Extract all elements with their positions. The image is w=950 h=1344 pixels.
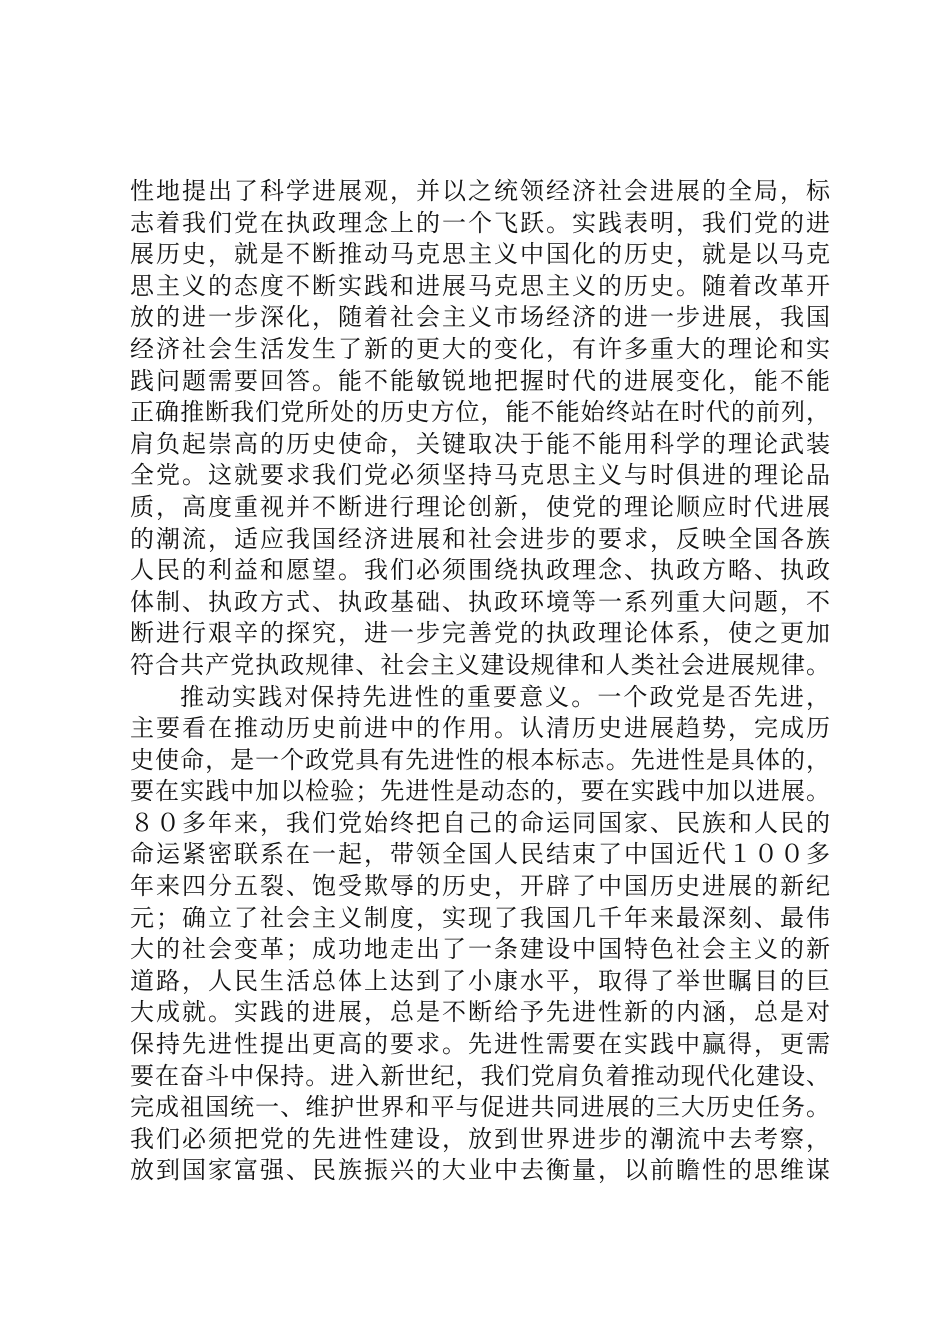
text-line: 命运紧密联系在一起，带领全国人民结束了中国近代１００多 — [130, 840, 830, 869]
text-line: 志着我们党在执政理念上的一个飞跃。实践表明，我们党的进 — [130, 208, 830, 237]
text-line: 质，高度重视并不断进行理论创新，使党的理论顺应时代进展 — [130, 492, 830, 521]
text-line: 全党。这就要求我们党必须坚持马克思主义与时俱进的理论品 — [130, 461, 830, 490]
text-line: 的潮流，适应我国经济进展和社会进步的要求，反映全国各族 — [130, 524, 830, 553]
text-line: 人民的利益和愿望。我们必须围绕执政理念、执政方略、执政 — [130, 556, 830, 585]
text-line: 放的进一步深化，随着社会主义市场经济的进一步进展，我国 — [130, 303, 830, 332]
text-line: 年来四分五裂、饱受欺辱的历史，开辟了中国历史进展的新纪 — [130, 872, 830, 901]
text-line: 体制、执政方式、执政基础、执政环境等一系列重大问题，不 — [130, 587, 830, 616]
text-line: ８０多年来，我们党始终把自己的命运同国家、民族和人民的 — [130, 808, 830, 837]
text-line: 断进行艰辛的探究，进一步完善党的执政理论体系，使之更加 — [130, 619, 830, 648]
text-line: 我们必须把党的先进性建设，放到世界进步的潮流中去考察， — [130, 1124, 830, 1153]
text-line: 完成祖国统一、维护世界和平与促进共同进展的三大历史任务。 — [130, 1093, 830, 1122]
text-line: 肩负起崇高的历史使命，关键取决于能不能用科学的理论武装 — [130, 429, 830, 458]
text-line: 道路，人民生活总体上达到了小康水平，取得了举世瞩目的巨 — [130, 966, 830, 995]
paragraph-2 — [130, 682, 830, 1188]
text-line: 要在奋斗中保持。进入新世纪，我们党肩负着推动现代化建设、 — [130, 1061, 830, 1090]
paragraph-1 — [130, 176, 830, 682]
text-line: 要在实践中加以检验；先进性是动态的，要在实践中加以进展。 — [130, 777, 830, 806]
text-line: 符合共产党执政规律、社会主义建设规律和人类社会进展规律。 — [130, 650, 830, 679]
text-line: 正确推断我们党所处的历史方位，能不能始终站在时代的前列， — [130, 398, 830, 427]
text-line: 主要看在推动历史前进中的作用。认清历史进展趋势，完成历 — [130, 714, 830, 743]
body-text — [130, 176, 830, 1187]
text-line: 元；确立了社会主义制度，实现了我国几千年来最深刻、最伟 — [130, 903, 830, 932]
text-line: 践问题需要回答。能不能敏锐地把握时代的进展变化，能不能 — [130, 366, 830, 395]
text-line: 大成就。实践的进展，总是不断给予先进性新的内涵，总是对 — [130, 998, 830, 1027]
text-line: 思主义的态度不断实践和进展马克思主义的历史。随着改革开 — [130, 271, 830, 300]
text-line: 大的社会变革；成功地走出了一条建设中国特色社会主义的新 — [130, 935, 830, 964]
text-line: 放到国家富强、民族振兴的大业中去衡量，以前瞻性的思维谋 — [130, 1156, 830, 1185]
text-line: 展历史，就是不断推动马克思主义中国化的历史，就是以马克 — [130, 240, 830, 269]
text-line: 保持先进性提出更高的要求。先进性需要在实践中赢得，更需 — [130, 1030, 830, 1059]
text-line: 史使命，是一个政党具有先进性的根本标志。先进性是具体的， — [130, 745, 830, 774]
text-line: 推动实践对保持先进性的重要意义。一个政党是否先进， — [180, 682, 830, 711]
text-line: 性地提出了科学进展观，并以之统领经济社会进展的全局，标 — [130, 177, 830, 205]
text-line: 经济社会生活发生了新的更大的变化，有许多重大的理论和实 — [130, 334, 830, 363]
